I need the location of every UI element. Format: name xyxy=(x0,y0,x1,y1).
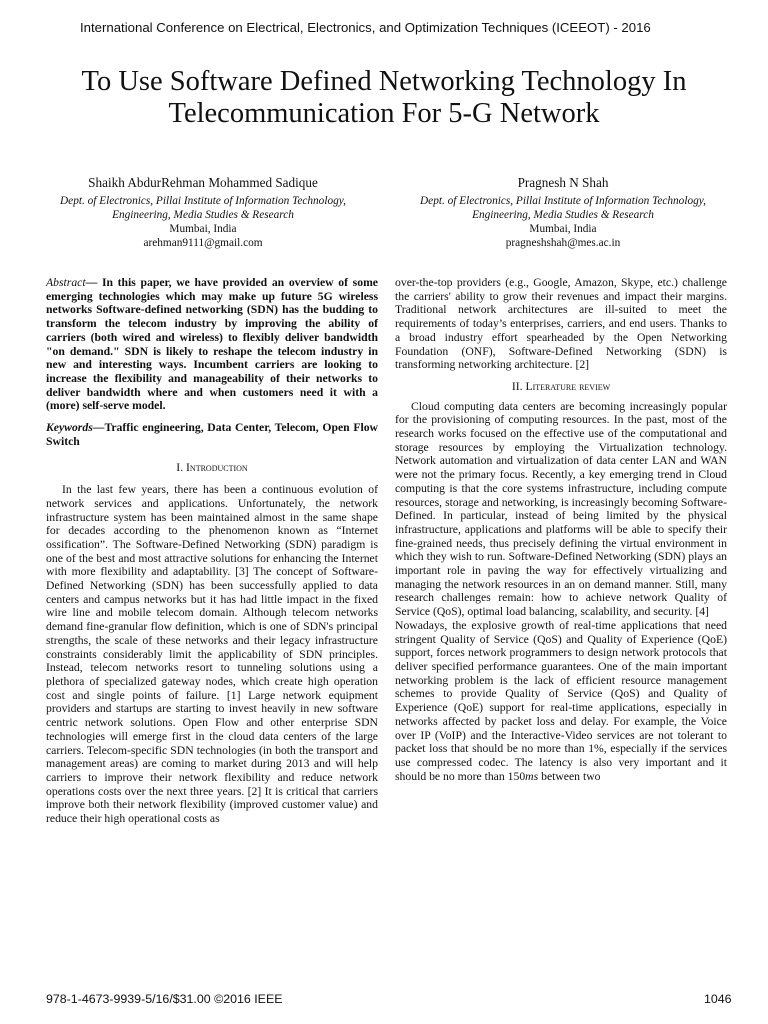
paragraph2-text-before: Nowadays, the explosive growth of real-time applications that need stringent Quality of Service (QoS) and Quality of Experience (QoE) support, forces network programmers to design network protocols that deliver specified performance guarantees. One of the main important networking problem is the lack of efficient resource management schemes to provide Quality of Service (QoS) and Quality of Experience (QoE) support for real-time applications, especially in networks affected by packet loss and delay. For example, the Voice over IP (VoIP) and the Interactive-Video services are not tolerant to packet loss that should be no more than 1%, especially if the services use compressed codec. The latency is also very important and it should be no more than 150 xyxy=(395,618,727,783)
abstract-text: — In this paper, we have provided an overview of some emerging technologies which may make up future 5G wireless networks Software-defined networking (SDN) has the budding to transform the telecom industry by improving the ability of carriers (both wired and wireless) to flexibly deliver bandwidth "on demand." SDN is likely to reshape the telecom industry in new and interesting ways. Incumbent carriers are looking to increase the flexibility and manageability of their networks to deliver bandwidth where and when customers need it with a (more) self-serve model. xyxy=(46,276,378,413)
author-email: pragneshshah@mes.ac.in xyxy=(505,237,621,249)
title-line-1: To Use Software Defined Networking Technology In xyxy=(81,66,687,97)
keywords xyxy=(46,421,378,448)
section-heading-literature-review: II. Literature review xyxy=(511,379,611,393)
author-email: arehman9111@gmail.com xyxy=(143,237,263,249)
title-line-2: Telecommunication For 5-G Network xyxy=(168,98,600,129)
footer-isbn: 978-1-4673-9939-5/16/$31.00 ©2016 IEEE xyxy=(46,992,283,1006)
paragraph2-text-after: between two xyxy=(538,769,601,783)
abstract-label: Abstract xyxy=(46,276,86,289)
author-name: Pragnesh N Shah xyxy=(517,175,609,190)
author-city: Mumbai, India xyxy=(529,223,597,235)
paper-title xyxy=(30,66,738,130)
author-block-1 xyxy=(38,175,368,250)
keywords-text: —Traffic engineering, Data Center, Telecom, Open Flow Switch xyxy=(46,421,378,448)
introduction-continuation: over-the-top providers (e.g., Google, Amazon, Skype, etc.) challenge the carriers' ability to grow their revenues and impact their margins. Traditional network architectures are ill-suited to meet the requirements of today’s enterprises, carriers, and end users. Thanks to a broad industry effort spearheaded by the Open Networking Foundation (ONF), Software-Defined Networking (SDN) is transforming networking architecture. [2] xyxy=(395,276,727,372)
literature-paragraph-1: Cloud computing data centers are becoming increasingly popular for the provisioning of computing resources. In the past, most of the research works focused on the effective use of the computational and storage resources by employing the Virtualization technology. Network automation and virtualization of data center LAN and WAN were not the primary focus. Recently, a key emerging trend in Cloud computing is that the core systems infrastructure, including compute resources, storage and networking, is increasingly becoming Software-Defined. In particular, instead of being limited by the physical infrastructure, applications and platforms will be able to specify their fine-grained needs, thus precisely defining the virtual environment in which they wish to run. Software-Defined Networking (SDN) plays an important role in paving the way for effectively virtualizing and managing the network resources in an on demand manner. Still, many research challenges remain: how to achieve network Quality of Service (QoS), optimal load balancing, scalability, and security. [4] xyxy=(395,399,727,619)
author-city: Mumbai, India xyxy=(169,223,237,235)
literature-paragraph-2 xyxy=(395,619,727,783)
author-block-2 xyxy=(398,175,728,250)
conference-header: International Conference on Electrical, Electronics, and Optimization Techniques (ICEEOT) - 2016 xyxy=(80,20,651,35)
author-name: Shaikh AbdurRehman Mohammed Sadique xyxy=(88,175,318,190)
paragraph2-unit: ms xyxy=(525,769,539,783)
section-heading-introduction: I. Introduction xyxy=(176,461,248,475)
abstract xyxy=(46,276,378,413)
author-affiliation-line1: Dept. of Electronics, Pillai Institute of Information Technology, xyxy=(420,195,706,207)
author-affiliation-line1: Dept. of Electronics, Pillai Institute of Information Technology, xyxy=(60,195,346,207)
left-column xyxy=(46,276,378,826)
author-affiliation-line2: Engineering, Media Studies & Research xyxy=(472,209,654,221)
right-column xyxy=(395,276,727,783)
page-number: 1046 xyxy=(704,992,732,1006)
author-affiliation-line2: Engineering, Media Studies & Research xyxy=(112,209,294,221)
introduction-paragraph: In the last few years, there has been a continuous evolution of network services and applications. Unfortunately, the network infrastructure system has been maintained almost in the same shape for decades according to the phenomenon known as “Internet ossification”. The Software-Defined Networking (SDN) paradigm is one of the best and most attractive solutions for enhancing the Internet with more flexibility and adaptability. [3] The concept of Software-Defined Networking (SDN) has been successfully applied to data centers and campus networks but it has had little impact in the fixed wire line and mobile telecom domain. Although telecom networks demand fine-granular flow definition, which is one of SDN's principal strengths, the scale of these networks and their legacy infrastructure constraints considerably limit the applicability of SDN principles. Instead, telecom networks resort to tunneling solutions using a plethora of specialized gateway nodes, which create high operation cost and single points of failure. [1] Large network equipment providers and startups are starting to invest heavily in new software centric network solutions. Open Flow and other enterprise SDN technologies will emerge first in the cloud data centers of the large carriers. Telecom-specific SDN technologies (in both the transport and management areas) are coming to market during 2013 and will help carriers to improve their network flexibility and reduce network operations costs over the next three years. [2] It is critical that carriers improve both their network flexibility (improved customer value) and reduce their high operational costs as xyxy=(46,483,378,826)
keywords-label: Keywords xyxy=(46,421,93,435)
